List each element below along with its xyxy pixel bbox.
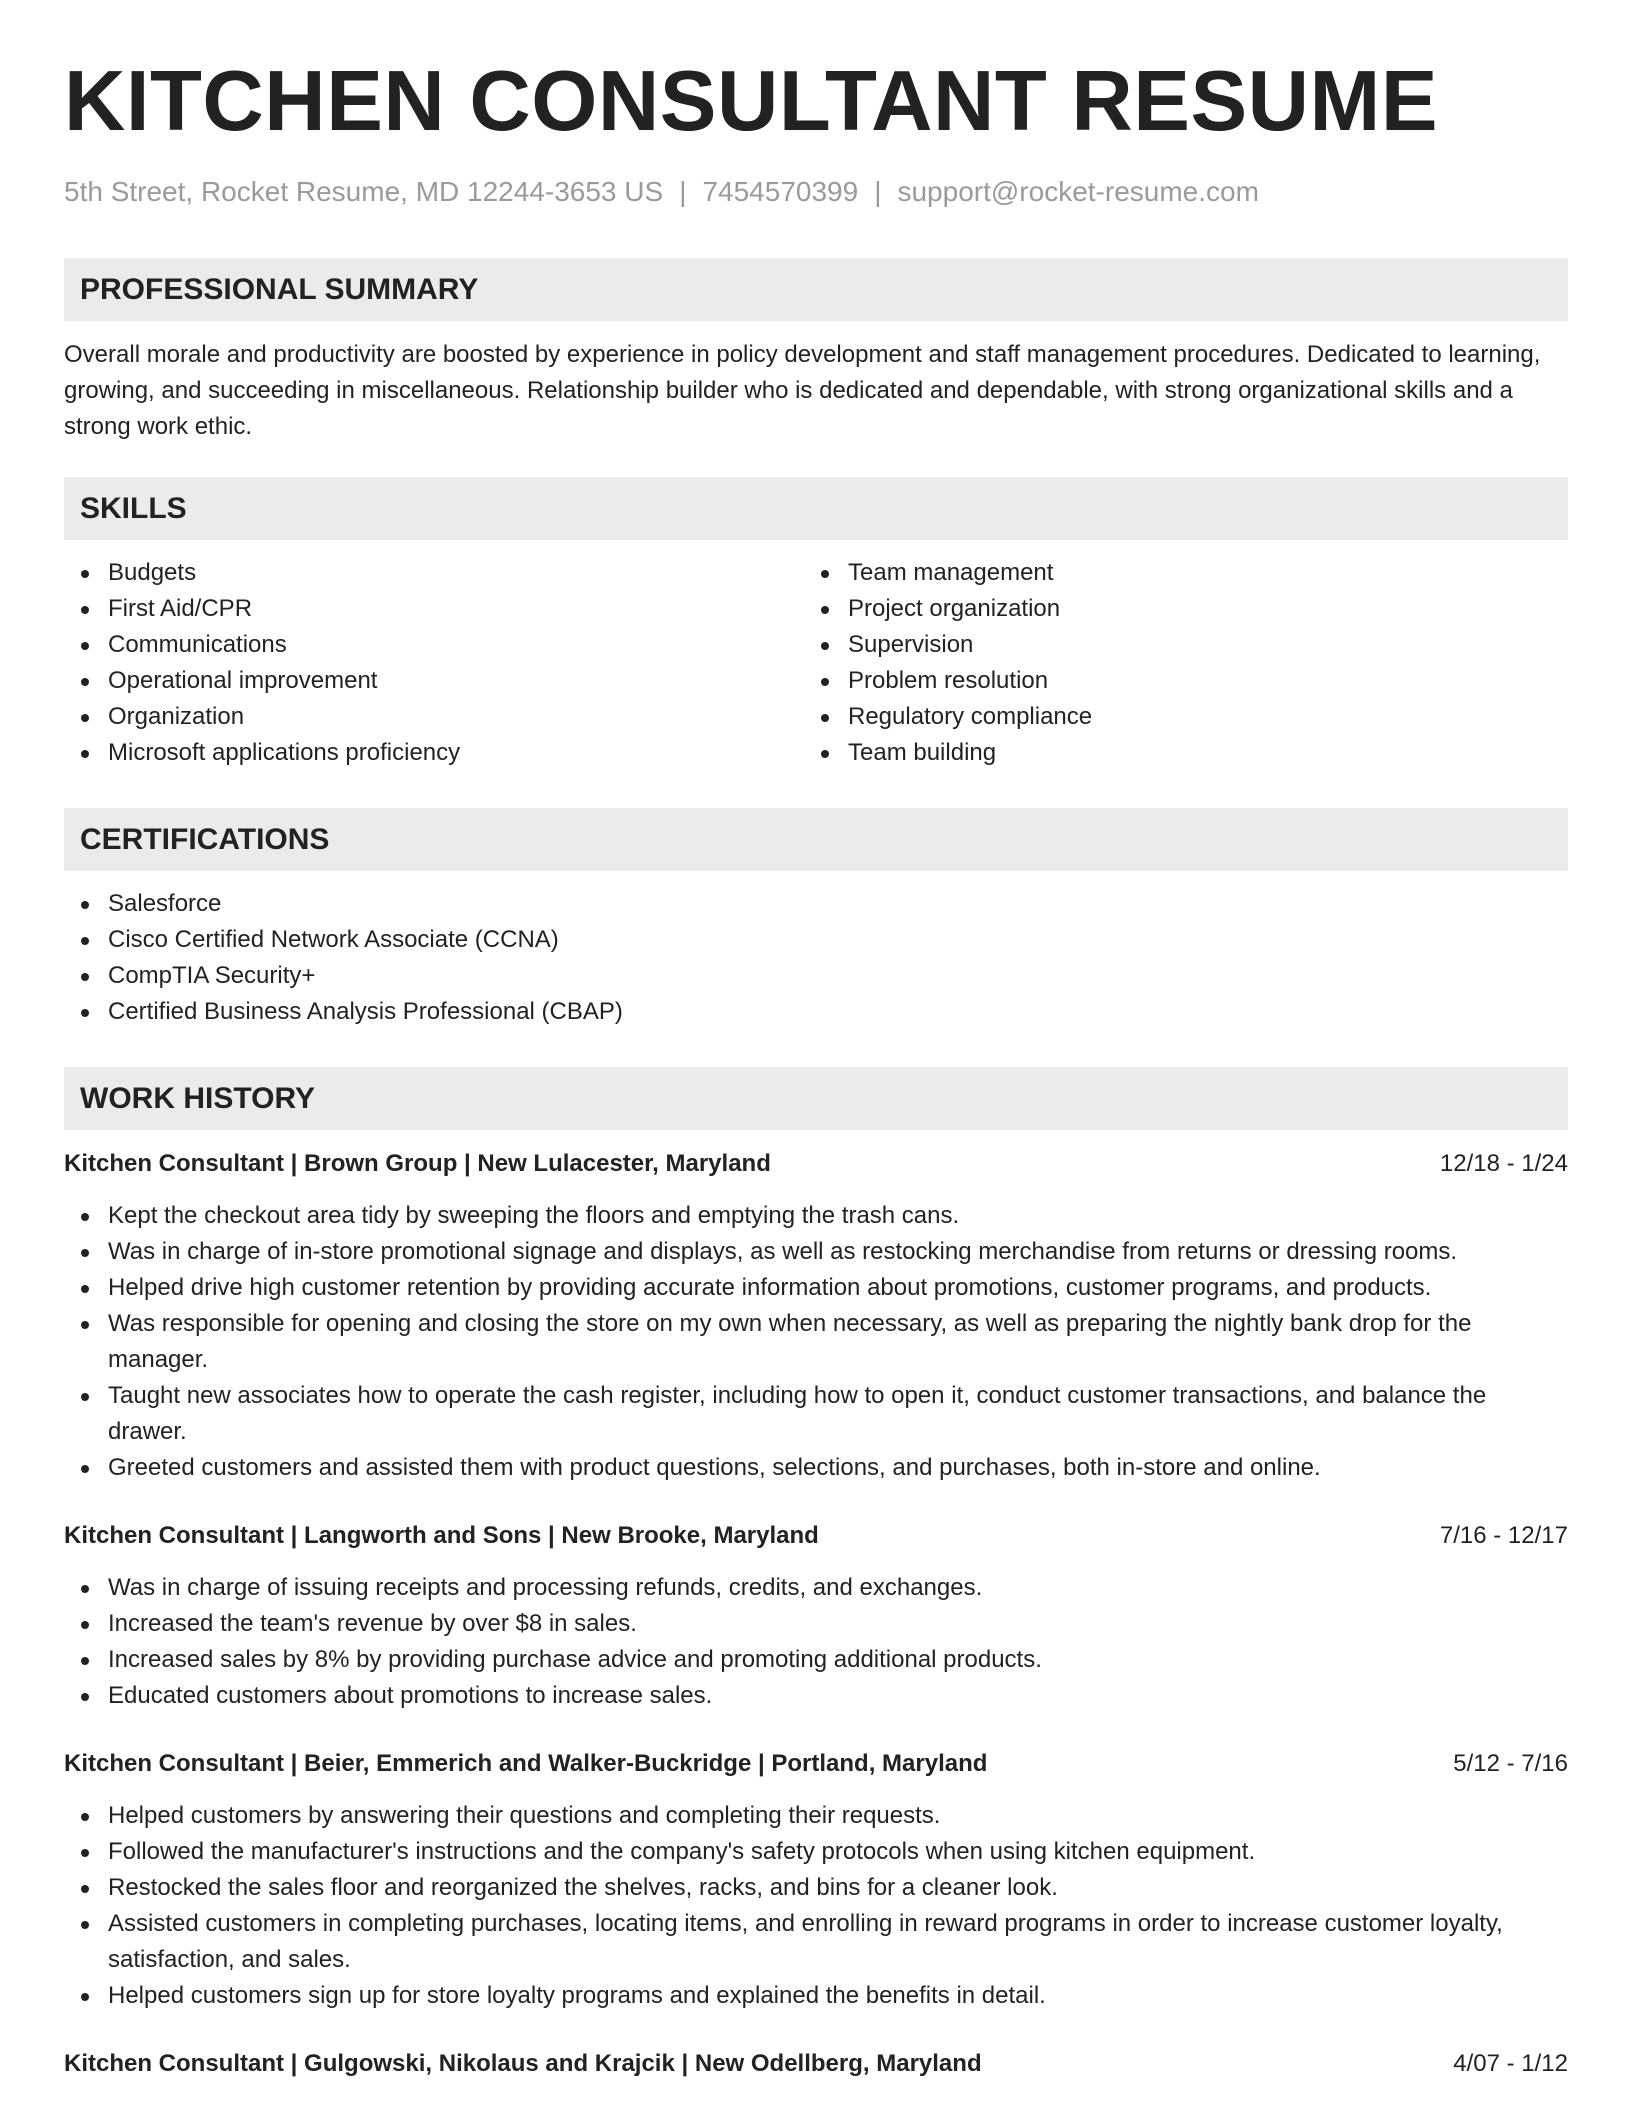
skill-item: First Aid/CPR	[64, 591, 804, 627]
job-dates: 7/16 - 12/17	[1439, 1522, 1568, 1549]
certification-item: Cisco Certified Network Associate (CCNA)	[64, 922, 1568, 958]
job-title: Kitchen Consultant | Brown Group | New Lulacester, Maryland	[64, 1150, 771, 1177]
job-duties-list	[64, 1570, 1568, 1714]
job-duty: Helped drive high customer retention by providing accurate information about promotions, customer programs, and products.	[64, 1270, 1568, 1306]
certification-item: Certified Business Analysis Professional (CBAP)	[64, 994, 1568, 1030]
job-dates: 4/07 - 1/12	[1453, 2050, 1568, 2077]
job-dates: 5/12 - 7/16	[1453, 1750, 1568, 1777]
job-dates: 12/18 - 1/24	[1439, 1150, 1568, 1177]
section-heading-summary: PROFESSIONAL SUMMARY	[64, 258, 1568, 321]
job-duty: Was in charge of in-store promotional signage and displays, as well as restocking merchandise from returns or dressing rooms.	[64, 1234, 1568, 1270]
resume-title: KITCHEN CONSULTANT RESUME	[64, 54, 1439, 149]
job-title: Kitchen Consultant | Langworth and Sons | New Brooke, Maryland	[64, 1522, 819, 1549]
skill-item: Budgets	[64, 555, 804, 591]
skill-item: Team management	[804, 555, 1544, 591]
section-heading-certifications: CERTIFICATIONS	[64, 808, 1568, 871]
job-entry	[64, 1146, 1568, 1486]
job-duty: Restocked the sales floor and reorganized the shelves, racks, and bins for a cleaner look.	[64, 1870, 1568, 1906]
job-duty: Was in charge of issuing receipts and processing refunds, credits, and exchanges.	[64, 1570, 1568, 1606]
job-duties-list	[64, 1198, 1568, 1486]
contact-phone: 7454570399	[702, 176, 859, 207]
certifications-list	[64, 886, 1568, 1030]
contact-line	[64, 174, 1568, 210]
job-duty: Increased the team's revenue by over $8 in sales.	[64, 1606, 1568, 1642]
contact-email: support@rocket-resume.com	[897, 176, 1259, 207]
contact-address: 5th Street, Rocket Resume, MD 12244-3653 US	[64, 176, 664, 207]
skills-grid	[64, 555, 1568, 771]
job-header	[64, 1518, 1568, 1554]
job-duties-list	[64, 1798, 1568, 2014]
certification-item: Salesforce	[64, 886, 1568, 922]
summary-text: Overall morale and productivity are boosted by experience in policy development and staff management procedures. Dedicated to learning, growing, and succeeding in miscellaneous. Relationship builder who is dedicated and dependable, with strong organizational skills and a strong work ethic.	[64, 341, 1541, 440]
skills-column-right	[804, 555, 1544, 771]
job-duty: Kept the checkout area tidy by sweeping the floors and emptying the trash cans.	[64, 1198, 1568, 1234]
job-duty: Increased sales by 8% by providing purchase advice and promoting additional products.	[64, 1642, 1568, 1678]
job-header	[64, 1146, 1568, 1182]
job-duty: Taught new associates how to operate the cash register, including how to open it, conduct customer transactions, and balance the drawer.	[64, 1378, 1568, 1450]
job-duty: Was responsible for opening and closing the store on my own when necessary, as well as preparing the nightly bank drop for the manager.	[64, 1306, 1568, 1378]
skills-column-left	[64, 555, 804, 771]
job-duty: Followed the manufacturer's instructions and the company's safety protocols when using kitchen equipment.	[64, 1834, 1568, 1870]
skill-item: Problem resolution	[804, 663, 1544, 699]
skill-item: Operational improvement	[64, 663, 804, 699]
skills-list-left	[64, 555, 804, 771]
job-entry	[64, 1746, 1568, 2014]
skill-item: Project organization	[804, 591, 1544, 627]
job-entry	[64, 2046, 1568, 2082]
job-title: Kitchen Consultant | Beier, Emmerich and Walker-Buckridge | Portland, Maryland	[64, 1750, 988, 1777]
skills-list-right	[804, 555, 1544, 771]
skill-item: Team building	[804, 735, 1544, 771]
contact-separator: |	[679, 176, 687, 207]
job-title: Kitchen Consultant | Gulgowski, Nikolaus and Krajcik | New Odellberg, Maryland	[64, 2050, 982, 2077]
certification-item: CompTIA Security+	[64, 958, 1568, 994]
job-header	[64, 1746, 1568, 1782]
job-duty: Greeted customers and assisted them with product questions, selections, and purchases, both in-store and online.	[64, 1450, 1568, 1486]
skill-item: Regulatory compliance	[804, 699, 1544, 735]
job-duty: Helped customers by answering their questions and completing their requests.	[64, 1798, 1568, 1834]
skill-item: Communications	[64, 627, 804, 663]
job-duty: Assisted customers in completing purchases, locating items, and enrolling in reward programs in order to increase customer loyalty, satisfaction, and sales.	[64, 1906, 1568, 1978]
job-duty: Educated customers about promotions to increase sales.	[64, 1678, 1568, 1714]
contact-separator: |	[874, 176, 882, 207]
skill-item: Supervision	[804, 627, 1544, 663]
skill-item: Microsoft applications proficiency	[64, 735, 804, 771]
job-entry	[64, 1518, 1568, 1714]
section-heading-skills: SKILLS	[64, 477, 1568, 540]
job-header	[64, 2046, 1568, 2082]
job-duty: Helped customers sign up for store loyalty programs and explained the benefits in detail.	[64, 1978, 1568, 2014]
skill-item: Organization	[64, 699, 804, 735]
section-heading-work-history: WORK HISTORY	[64, 1067, 1568, 1130]
